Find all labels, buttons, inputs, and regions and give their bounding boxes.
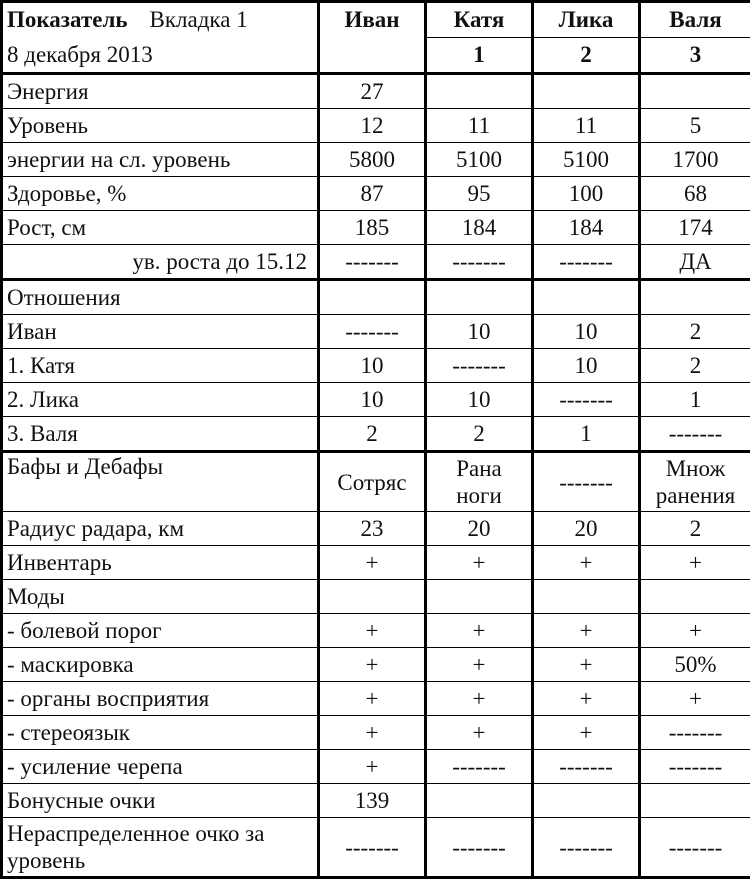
cell-lika: 100 (533, 177, 640, 211)
row-label: Здоровье, % (2, 177, 319, 211)
row-relation-valya (2, 417, 750, 452)
header-row-names (2, 2, 750, 38)
row-perception (2, 682, 750, 716)
cell-katya: Рана ноги (426, 452, 533, 512)
column-lika: Лика (533, 2, 640, 38)
cell-lika: + (533, 648, 640, 682)
cell-ivan: 2 (319, 417, 426, 452)
cell-ivan: 185 (319, 211, 426, 245)
cell-valya: + (640, 614, 750, 648)
cell-katya: 10 (426, 383, 533, 417)
cell-katya: 11 (426, 109, 533, 143)
row-stereo-language (2, 716, 750, 750)
column-ivan: Иван (319, 2, 426, 74)
cell-valya (640, 580, 750, 614)
row-inventory (2, 546, 750, 580)
cell-valya: 1700 (640, 143, 750, 177)
cell-empty (319, 280, 426, 315)
cell-katya (426, 74, 533, 109)
column-valya: Валя (640, 2, 750, 38)
cell-valya: 50% (640, 648, 750, 682)
row-label: Инвентарь (2, 546, 319, 580)
row-relations-title (2, 280, 750, 315)
row-unallocated-point (2, 818, 750, 878)
row-label: - маскировка (2, 648, 319, 682)
row-health (2, 177, 750, 211)
row-label: Моды (2, 580, 319, 614)
cell-lika: 20 (533, 512, 640, 546)
column-number-lika: 2 (533, 38, 640, 74)
cell-ivan: 12 (319, 109, 426, 143)
cell-katya: ------- (426, 750, 533, 784)
row-mods (2, 580, 750, 614)
cell-ivan: 5800 (319, 143, 426, 177)
row-label: 3. Валя (2, 417, 319, 452)
row-label: - болевой порог (2, 614, 319, 648)
cell-valya: 68 (640, 177, 750, 211)
header-title: Показатель (7, 7, 128, 33)
row-relation-ivan (2, 315, 750, 349)
cell-valya: ------- (640, 818, 750, 878)
column-number-valya: 3 (640, 38, 750, 74)
cell-lika: 10 (533, 349, 640, 383)
cell-katya: + (426, 648, 533, 682)
cell-valya: + (640, 546, 750, 580)
cell-valya: 174 (640, 211, 750, 245)
cell-katya: 2 (426, 417, 533, 452)
row-label: ув. роста до 15.12 (2, 245, 319, 280)
row-label: Иван (2, 315, 319, 349)
cell-lika: + (533, 682, 640, 716)
cell-ivan: 10 (319, 383, 426, 417)
cell-ivan: + (319, 682, 426, 716)
cell-valya: Множ ранения (640, 452, 750, 512)
row-energy-next-level (2, 143, 750, 177)
cell-valya: ДА (640, 245, 750, 280)
cell-katya: ------- (426, 349, 533, 383)
row-label: Нераспределенное очко за уровень (2, 818, 319, 878)
row-pain-threshold (2, 614, 750, 648)
row-label: - усиление черепа (2, 750, 319, 784)
cell-lika: + (533, 614, 640, 648)
cell-katya: ------- (426, 818, 533, 878)
row-bonus-points (2, 784, 750, 818)
cell-ivan: + (319, 614, 426, 648)
cell-valya: ------- (640, 716, 750, 750)
cell-katya: + (426, 546, 533, 580)
row-label: Бонусные очки (2, 784, 319, 818)
cell-lika: 184 (533, 211, 640, 245)
row-radar-radius (2, 512, 750, 546)
cell-valya: ------- (640, 417, 750, 452)
row-level (2, 109, 750, 143)
row-label: Бафы и Дебафы (2, 452, 319, 512)
cell-ivan: ------- (319, 245, 426, 280)
row-label: 1. Катя (2, 349, 319, 383)
cell-valya (640, 74, 750, 109)
row-relation-katya (2, 349, 750, 383)
cell-lika (533, 580, 640, 614)
cell-ivan: 27 (319, 74, 426, 109)
cell-ivan: 87 (319, 177, 426, 211)
header-date: 8 декабря 2013 (2, 38, 319, 74)
row-label: - органы восприятия (2, 682, 319, 716)
cell-ivan: 23 (319, 512, 426, 546)
row-camouflage (2, 648, 750, 682)
cell-ivan: + (319, 546, 426, 580)
cell-katya: 184 (426, 211, 533, 245)
header-tab: Вкладка 1 (149, 7, 248, 33)
cell-katya: + (426, 716, 533, 750)
cell-katya: 10 (426, 315, 533, 349)
row-label: Энергия (2, 74, 319, 109)
cell-valya: + (640, 682, 750, 716)
cell-ivan (319, 580, 426, 614)
cell-katya (426, 784, 533, 818)
cell-valya: ------- (640, 750, 750, 784)
cell-ivan: 139 (319, 784, 426, 818)
row-skull-reinforcement (2, 750, 750, 784)
cell-ivan: + (319, 648, 426, 682)
cell-lika: ------- (533, 245, 640, 280)
cell-lika: + (533, 546, 640, 580)
cell-valya: 2 (640, 315, 750, 349)
row-label: - стереоязык (2, 716, 319, 750)
cell-lika: ------- (533, 750, 640, 784)
row-energy (2, 74, 750, 109)
cell-ivan: Сотряс (319, 452, 426, 512)
cell-valya: 2 (640, 512, 750, 546)
cell-ivan: ------- (319, 315, 426, 349)
column-katya: Катя (426, 2, 533, 38)
cell-lika (533, 74, 640, 109)
cell-valya: 5 (640, 109, 750, 143)
cell-lika: ------- (533, 383, 640, 417)
row-label: 2. Лика (2, 383, 319, 417)
row-label: Уровень (2, 109, 319, 143)
row-height-increase (2, 245, 750, 280)
section-title: Отношения (2, 280, 319, 315)
row-label: Радиус радара, км (2, 512, 319, 546)
header-title-cell (2, 2, 319, 38)
cell-lika: ------- (533, 452, 640, 512)
cell-lika: + (533, 716, 640, 750)
cell-lika: 5100 (533, 143, 640, 177)
cell-lika: 11 (533, 109, 640, 143)
cell-ivan: ------- (319, 818, 426, 878)
cell-katya: 20 (426, 512, 533, 546)
cell-katya (426, 580, 533, 614)
cell-katya: + (426, 682, 533, 716)
cell-katya: + (426, 614, 533, 648)
cell-valya: 1 (640, 383, 750, 417)
row-label: Рост, см (2, 211, 319, 245)
row-relation-lika (2, 383, 750, 417)
cell-lika: ------- (533, 818, 640, 878)
row-label: энергии на сл. уровень (2, 143, 319, 177)
row-height (2, 211, 750, 245)
row-buffs (2, 452, 750, 512)
cell-ivan: + (319, 716, 426, 750)
cell-katya: ------- (426, 245, 533, 280)
cell-valya: 2 (640, 349, 750, 383)
cell-katya: 95 (426, 177, 533, 211)
cell-ivan: + (319, 750, 426, 784)
cell-empty (426, 280, 533, 315)
cell-valya (640, 784, 750, 818)
cell-lika: 1 (533, 417, 640, 452)
column-number-katya: 1 (426, 38, 533, 74)
cell-lika: 10 (533, 315, 640, 349)
cell-empty (533, 280, 640, 315)
cell-katya: 5100 (426, 143, 533, 177)
cell-ivan: 10 (319, 349, 426, 383)
cell-empty (640, 280, 750, 315)
cell-lika (533, 784, 640, 818)
